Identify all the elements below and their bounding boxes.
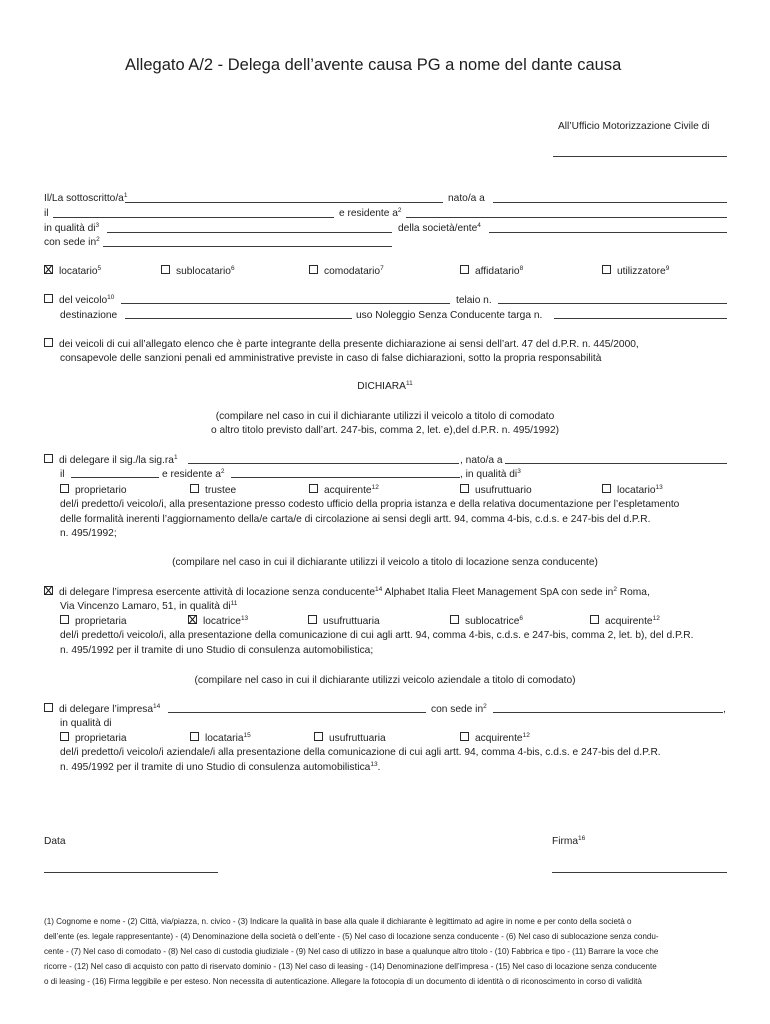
role-checkbox[interactable] (460, 265, 469, 274)
qualita-label: in qualità $di^3$ (44, 222, 100, 234)
s1-qualita-label: , in qualità $di^3$ (460, 468, 521, 480)
role-locatario[interactable]: locatario$^5$ (44, 265, 101, 278)
s3-opt-proprietaria[interactable]: proprietaria (60, 732, 127, 745)
s3-opt-checkbox[interactable] (60, 732, 69, 741)
veicolo-field[interactable] (121, 303, 450, 304)
s1-residente-label: e residente $a^2$ (162, 468, 225, 480)
s1-checkbox[interactable] (44, 454, 53, 463)
sottoscritto-field[interactable] (125, 202, 443, 203)
s3-sede-field[interactable] (493, 712, 723, 713)
sede-label: con sede $in^2$ (44, 236, 100, 248)
s1-name-field[interactable] (188, 463, 459, 464)
s2-opt-checkbox[interactable] (450, 615, 459, 624)
nato-field[interactable] (493, 202, 727, 203)
s1-opt-proprietario[interactable]: proprietario (60, 484, 127, 497)
s3-opt-locataria[interactable]: locataria$^{15}$ (190, 732, 251, 745)
elenco-checkbox[interactable] (44, 338, 53, 347)
s2-opt-checkbox[interactable] (60, 615, 69, 624)
s3-qualita: in qualità di (60, 718, 112, 729)
s2-opt-checkbox[interactable] (590, 615, 599, 624)
elenco-line1[interactable]: dei veicoli di cui all’allegato elenco che è parte integrante della presente dichiarazione ai sensi dell’art. 47 del d.P.R. n. 445/2000, (44, 338, 639, 351)
s1-opt-acquirente[interactable]: acquirente$^{12}$ (309, 484, 379, 497)
role-checkbox[interactable] (602, 265, 611, 274)
section1-header1: (compilare nel caso in cui il dichiarante utilizzi il veicolo a titolo di comodato (215, 411, 555, 422)
s2-opt-proprietaria[interactable]: proprietaria (60, 615, 127, 628)
role-checkbox[interactable] (44, 265, 53, 274)
s3-opt-checkbox[interactable] (190, 732, 199, 741)
s1-text1: del/i predetto/i veicolo/i, alla presentazione presso codesto ufficio della propria istanza e della relativa documentazione per l’espletamento (60, 499, 680, 510)
sottoscritto-label: Il/La sottoscritto/$a^1$ (44, 192, 128, 204)
role-checkbox[interactable] (309, 265, 318, 274)
s3-impresa-field[interactable] (168, 712, 426, 713)
office-field[interactable] (553, 156, 727, 157)
s1-delegare[interactable]: di delegare il sig./la $sig.ra^1$ (44, 454, 178, 467)
section2-header: (compilare nel caso in cui il dichiarante utilizzi il veicolo a titolo di locazione senza conducente) (172, 557, 598, 568)
s2-opt-acquirente[interactable]: acquirente$^{12}$ (590, 615, 660, 628)
footnote-line: (1) Cognome e nome - (2) Città, via/piazza, n. civico - (3) Indicare la qualità in base alla quale il dichiarante è legittimato ad agire in nome e per conto della società o (44, 917, 632, 926)
s1-nato-field[interactable] (505, 463, 727, 464)
s3-opt-acquirente[interactable]: acquirente$^{12}$ (460, 732, 530, 745)
nato-label: nato/a a (448, 193, 485, 204)
footnote-line: cente - (7) Nel caso di comodato - (8) Nel caso di custodia giudiziale - (9) Nel caso di utilizzo in base a qualunque altro titolo - (10) Fabbrica e tipo - (11) Barrare la voce che (44, 947, 659, 956)
s2-line2: Via Vincenzo Lamaro, 51, in qualità $di^{11}$ (60, 600, 238, 612)
role-utilizzatore[interactable]: utilizzatore$^9$ (602, 265, 669, 278)
s1-opt-usufruttuario[interactable]: usufruttuario (460, 484, 532, 497)
role-comodatario[interactable]: comodatario$^7$ (309, 265, 384, 278)
role-checkbox[interactable] (161, 265, 170, 274)
s3-opt-checkbox[interactable] (460, 732, 469, 741)
footnote-line: dell’ente (es. legale rappresentante) - (4) Denominazione della società o dell’ente - (5) Nel caso di locazione senza conducente - (6) Nel caso di sublocazione senza condu- (44, 932, 659, 941)
destinazione-field[interactable] (125, 318, 352, 319)
s1-opt-locatario[interactable]: locatario$^{13}$ (602, 484, 663, 497)
s2-opt-usufruttuaria[interactable]: usufruttuaria (308, 615, 380, 628)
role-sublocatario[interactable]: sublocatario$^6$ (161, 265, 235, 278)
s1-text3: n. 495/1992; (60, 528, 117, 539)
section3-header: (compilare nel caso in cui il dichiarante utilizzi veicolo aziendale a titolo di comodato) (194, 675, 576, 686)
veicolo-label[interactable]: del veicolo$^{10}$ (44, 294, 114, 307)
s1-il-field[interactable] (71, 477, 159, 478)
s3-comma: , (723, 704, 726, 715)
veicolo-checkbox[interactable] (44, 294, 53, 303)
societa-label: della società/ente$^4$ (398, 222, 481, 234)
s1-text2: delle formalità inerenti l’aggiornamento della/e carta/e di circolazione ai sensi degli artt. 94, comma 4-bis, c.d.s. e 247-bis del d.P.R. (60, 514, 651, 525)
footnote-line: o di leasing - (16) Firma leggibile e per esteso. Non necessita di autenticazione. Allegare la fotocopia di un documento di identità o di riconoscimento in corso di validità (44, 977, 642, 986)
s1-il-label: il (60, 469, 65, 480)
s2-opt-checkbox[interactable] (188, 615, 197, 624)
societa-field[interactable] (489, 232, 727, 233)
il-label: il (44, 208, 49, 219)
role-affidatario[interactable]: affidatario$^8$ (460, 265, 523, 278)
section1-header2: o altro titolo previsto dall’art. 247-bis, comma 2, let. e),del d.P.R. n. 495/1992) (210, 425, 560, 436)
elenco-line2: consapevole delle sanzioni penali ed amministrative previste in caso di false dichiarazioni, sotto la propria responsabilità (60, 353, 602, 364)
telaio-label: telaio n. (456, 295, 492, 306)
s2-text2: n. 495/1992 per il tramite di uno Studio di consulenza automobilistica; (60, 645, 374, 656)
s1-opt-checkbox[interactable] (60, 484, 69, 493)
s2-line1[interactable]: di delegare l’impresa esercente attività di locazione senza conducente$^{14}$ Alphabet Italia Fleet Management SpA con sede $in^2$ Roma, (44, 586, 650, 599)
page-title: Allegato A/2 - Delega dell’avente causa PG a nome del dante causa (125, 56, 622, 74)
targa-field[interactable] (554, 318, 727, 319)
s1-nato-label: , nato/a a (460, 455, 503, 466)
s1-opt-trustee[interactable]: trustee (190, 484, 236, 497)
sede-field[interactable] (103, 246, 392, 247)
s1-residente-field[interactable] (231, 477, 460, 478)
s2-opt-locatrice[interactable]: locatrice$^{13}$ (188, 615, 248, 628)
firma-label: Firma$^{16}$ (552, 835, 586, 847)
data-label: Data (44, 836, 66, 847)
s2-text1: del/i predetto/i veicolo/i, alla presentazione della comunicazione di cui agli artt. 94, comma 4-bis, c.d.s. e 247-bis, comma 2, let. b), del d.P.R. (60, 630, 694, 641)
s3-opt-checkbox[interactable] (314, 732, 323, 741)
s3-opt-usufruttuaria[interactable]: usufruttuaria (314, 732, 386, 745)
footnote-line: ricorre - (12) Nel caso di acquisto con patto di riservato dominio - (13) Nel caso di leasing - (14) Denominazione dell’impresa - (15) Nel caso di locazione senza conducente (44, 962, 657, 971)
s2-opt-sublocatrice[interactable]: sublocatrice$^6$ (450, 615, 523, 628)
residente-field[interactable] (406, 217, 727, 218)
il-field[interactable] (53, 217, 334, 218)
s3-sede-label: con sede $in^2$ (431, 703, 487, 715)
s2-checkbox[interactable] (44, 586, 53, 595)
s3-checkbox[interactable] (44, 703, 53, 712)
uso-label: uso Noleggio Senza Conducente targa n. (356, 310, 543, 321)
qualita-field[interactable] (107, 232, 392, 233)
s3-text2: n. 495/1992 per il tramite di uno Studio di consulenza automobilistica$^{13}$. (60, 761, 381, 773)
s1-opt-checkbox[interactable] (460, 484, 469, 493)
destinazione-label: destinazione (60, 310, 118, 321)
firma-field[interactable] (552, 872, 727, 873)
s3-text1: del/i predetto/i veicolo/i aziendale/i alla presentazione della comunicazione di cui agli artt. 94, comma 4-bis, c.d.s. e 247-bis del d.P.R. (60, 747, 661, 758)
s2-opt-checkbox[interactable] (308, 615, 317, 624)
telaio-field[interactable] (498, 303, 727, 304)
data-field[interactable] (44, 872, 218, 873)
s1-opt-checkbox[interactable] (602, 484, 611, 493)
s1-opt-checkbox[interactable] (190, 484, 199, 493)
office-label: All’Ufficio Motorizzazione Civile di (558, 121, 710, 132)
s3-delegare[interactable]: di delegare l’impresa$^{14}$ (44, 703, 160, 716)
s1-opt-checkbox[interactable] (309, 484, 318, 493)
residente-label: e residente $a^2$ (339, 207, 402, 219)
dichiara-heading: DICHIARA$^{11}$ (357, 380, 413, 392)
